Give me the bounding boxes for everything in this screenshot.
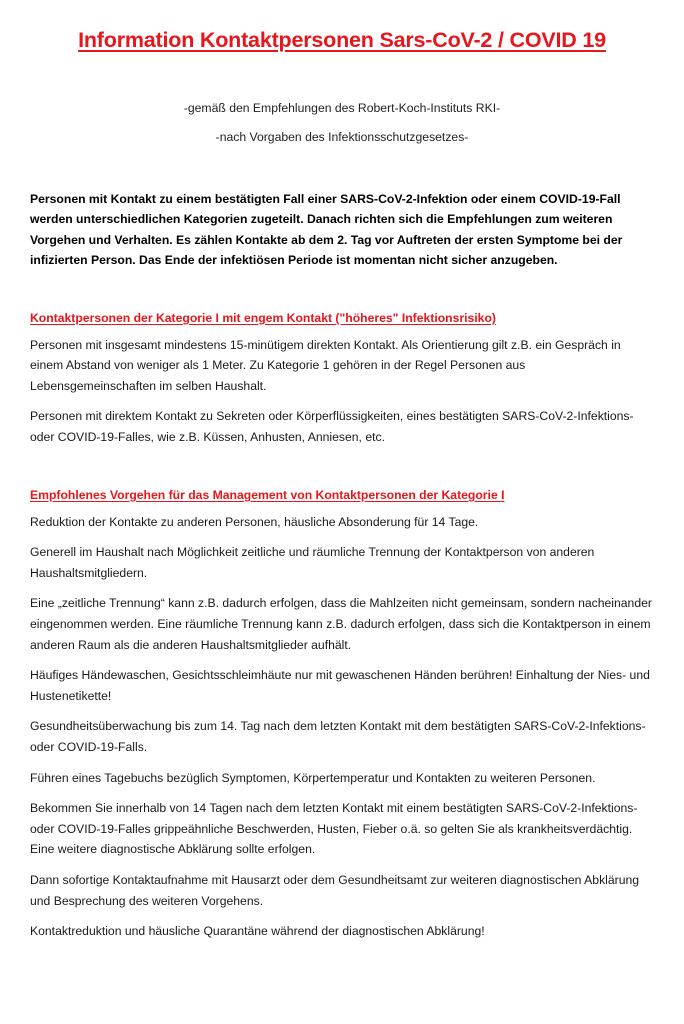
- section2-paragraph: Führen eines Tagebuchs bezüglich Symptomen, Körpertemperatur und Kontakten zu weiteren Personen.: [30, 770, 596, 785]
- section1-paragraph: Personen mit insgesamt mindestens 15-minütigem direkten Kontakt. Als Orientierung gilt z.B. ein Gespräch in einem Abstand von weniger als 1 Meter. Zu Kategorie 1 gehören in der Regel Personen aus Lebensgemeinschaften im selben Haushalt.: [30, 337, 621, 393]
- section1-paragraph: Personen mit direktem Kontakt zu Sekreten oder Körperflüssigkeiten, eines bestätigten SARS-CoV-2-Infektions- oder COVID-19-Falles, wie z.B. Küssen, Anhusten, Anniesen, etc.: [30, 409, 634, 444]
- subtitle-rki: -gemäß den Empfehlungen des Robert-Koch-Instituts RKI-: [183, 101, 501, 115]
- document-title: Information Kontaktpersonen Sars-CoV-2 / COVID 19: [78, 28, 606, 52]
- section2-paragraph: Bekommen Sie innerhalb von 14 Tagen nach dem letzten Kontakt mit einem bestätigten SARS-CoV-2-Infektions- oder COVID-19-Falles grippeähnliche Beschwerden, Husten, Fieber o.ä. so gelten Sie als krankheitsverdächtig. Eine weitere diagnostische Abklärung sollte erfolgen.: [30, 801, 638, 857]
- section2-paragraph: Generell im Haushalt nach Möglichkeit zeitliche und räumliche Trennung der Kontaktperson von anderen Haushaltsmitgliedern.: [30, 545, 595, 580]
- section2-paragraph: Dann sofortige Kontaktaufnahme mit Hausarzt oder dem Gesundheitsamt zur weiteren diagnostischen Abklärung und Besprechung des weiteren Vorgehens.: [30, 872, 640, 908]
- section2-paragraph: Eine „zeitliche Trennung“ kann z.B. dadurch erfolgen, dass die Mahlzeiten nicht gemeinsam, sondern nacheinander eingenommen werden. Eine räumliche Trennung kann z.B. dadurch erfolgen, dass sich die Kontaktperson in einem anderen Raum als die anderen Haushaltsmitglieder aufhält.: [30, 596, 652, 652]
- section2-paragraph: Reduktion der Kontakte zu anderen Personen, häusliche Absonderung für 14 Tage.: [30, 514, 479, 529]
- section2-paragraph: Kontaktreduktion und häusliche Quarantäne während der diagnostischen Abklärung!: [30, 924, 485, 939]
- intro-paragraph: Personen mit Kontakt zu einem bestätigten Fall einer SARS-CoV-2-Infektion oder einem COVID-19-Fall werden unterschiedlichen Kategorien zugeteilt. Danach richten sich die Empfehlungen zum weiteren Vorgehen und Verhalten. Es zählen Kontakte ab dem 2. Tag vor Auftreten der ersten Symptome bei der infizierten Person. Das Ende der infektiösen Periode ist momentan nicht sicher anzugeben.: [30, 192, 623, 268]
- section-heading-management: Empfohlenes Vorgehen für das Management von Kontaktpersonen der Kategorie I: [30, 487, 505, 502]
- section2-paragraph: Gesundheitsüberwachung bis zum 14. Tag nach dem letzten Kontakt mit dem bestätigten SARS-CoV-2-Infektions- oder COVID-19-Falls.: [30, 719, 646, 754]
- subtitle-ifsg: -nach Vorgaben des Infektionsschutzgesetzes-: [215, 130, 469, 144]
- section2-paragraph: Häufiges Händewaschen, Gesichtsschleimhäute nur mit gewaschenen Händen berühren! Einhaltung der Nies- und Hustenetikette!: [30, 668, 650, 703]
- section-heading-category-1: Kontaktpersonen der Kategorie I mit engem Kontakt ("höheres" Infektionsrisiko): [30, 310, 496, 325]
